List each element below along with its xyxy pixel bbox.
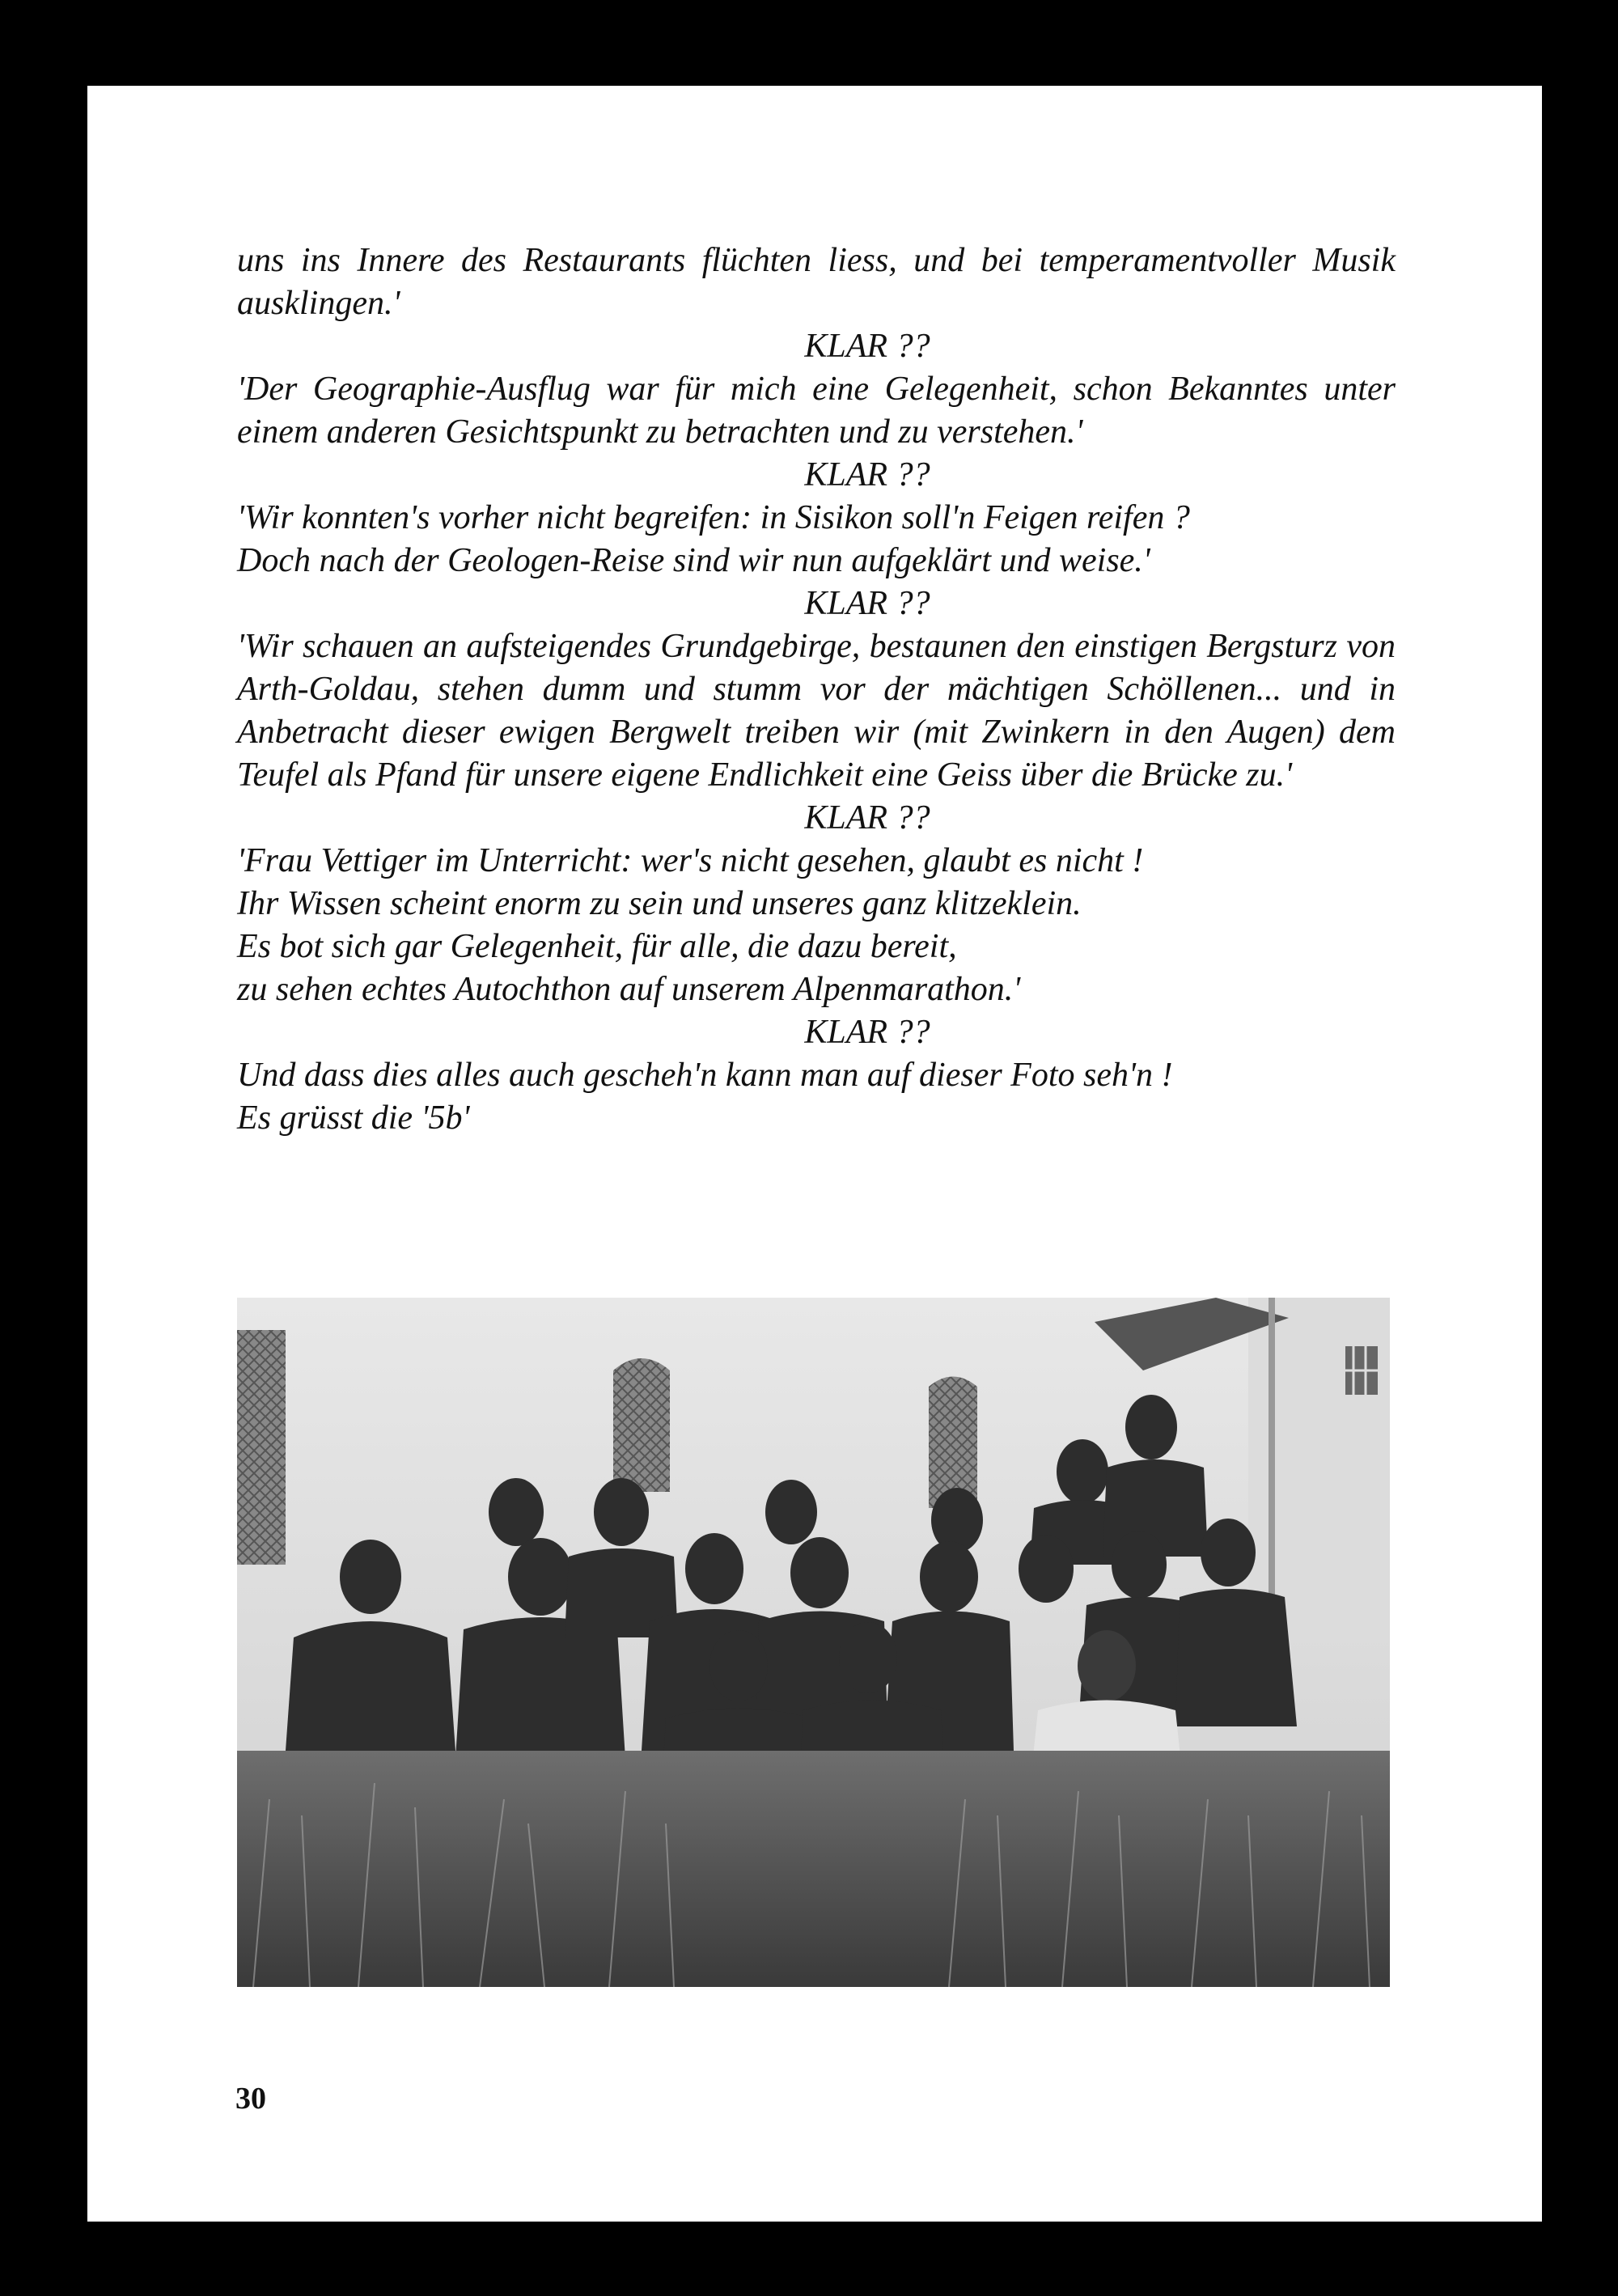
paragraph-1: uns ins Innere des Restaurants flüchten liess, und bei temperamentvoller Musik ausklingen.' <box>237 242 1396 322</box>
paragraph-6-line-1: Und dass dies alles auch gescheh'n kann man auf dieser Foto seh'n ! <box>237 1057 1173 1094</box>
group-photo-image <box>237 1298 1390 1987</box>
paragraph-5-line-1: 'Frau Vettiger im Unterricht: wer's nicht gesehen, glaubt es nicht ! <box>237 842 1144 879</box>
klar-refrain: KLAR ?? <box>804 585 930 622</box>
poem-text <box>237 239 1396 1140</box>
klar-refrain: KLAR ?? <box>804 456 930 494</box>
paragraph-5-line-4: zu sehen echtes Autochthon auf unserem Alpenmarathon.' <box>237 971 1021 1008</box>
klar-refrain: KLAR ?? <box>804 328 930 365</box>
paragraph-2: 'Der Geographie-Ausflug war für mich eine Gelegenheit, schon Bekanntes unter einem anderen Gesichtspunkt zu betrachten und zu verstehen.' <box>237 371 1396 451</box>
paragraph-4: 'Wir schauen an aufsteigendes Grundgebirge, bestaunen den einstigen Bergsturz von Arth-Goldau, stehen dumm und stumm vor der mächtigen Schöllenen... und in Anbetracht dieser ewigen Bergwelt treiben wir (mit Zwinkern in den Augen) dem Teufel als Pfand für unsere eigene Endlichkeit eine Geiss über die Brücke zu.' <box>237 628 1396 794</box>
page-number: 30 <box>235 2082 266 2116</box>
paragraph-6-line-2: Es grüsst die '5b' <box>237 1099 470 1137</box>
paragraph-5-line-3: Es bot sich gar Gelegenheit, für alle, die dazu bereit, <box>237 928 957 965</box>
paragraph-5-line-2: Ihr Wissen scheint enorm zu sein und unseres ganz klitzeklein. <box>237 885 1082 922</box>
document-page <box>87 86 1542 2222</box>
paragraph-3-line-1: 'Wir konnten's vorher nicht begreifen: in Sisikon soll'n Feigen reifen ? <box>237 499 1190 536</box>
group-photo <box>237 1298 1390 1987</box>
paragraph-3-line-2: Doch nach der Geologen-Reise sind wir nun aufgeklärt und weise.' <box>237 542 1150 579</box>
klar-refrain: KLAR ?? <box>804 799 930 837</box>
klar-refrain: KLAR ?? <box>804 1014 930 1051</box>
